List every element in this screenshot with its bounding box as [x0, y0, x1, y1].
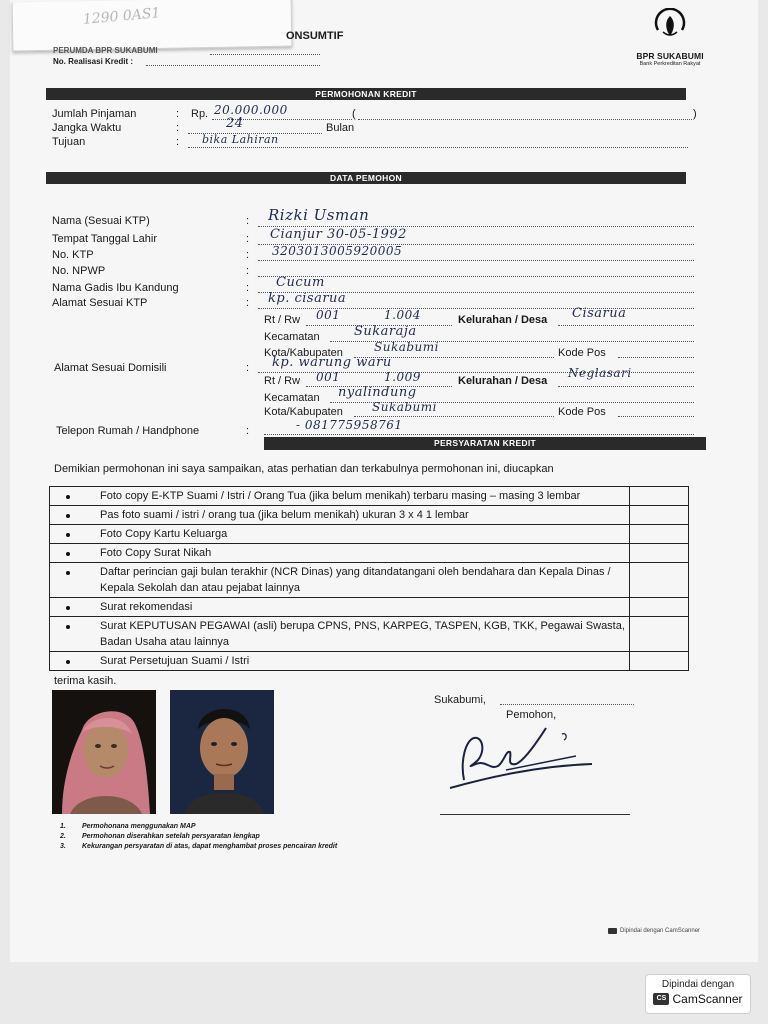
colon: :	[176, 108, 180, 120]
camscanner-brand: CamScanner	[672, 992, 743, 1006]
colon: :	[246, 233, 250, 245]
footnote-text: Permohonana menggunakan MAP	[82, 823, 196, 830]
footnote-number: 2.	[60, 833, 66, 840]
colon: :	[246, 215, 250, 227]
signature-date-dots	[500, 704, 634, 705]
rw-ktp-value: 1.004	[384, 308, 421, 322]
terbilang-dots	[358, 119, 692, 120]
signature-line	[440, 814, 630, 815]
requirement-text: Foto copy E-KTP Suami / Istri / Orang Tua (jika belum menikah) terbaru masing – masing 3 lembar	[86, 487, 630, 506]
requirement-checkbox[interactable]	[630, 544, 689, 563]
ibu-value: Cucum	[276, 275, 325, 290]
header-line2: No. Realisasi Kredit :	[53, 57, 134, 66]
npwp-label: No. NPWP	[52, 265, 106, 277]
kodepos-ktp-label: Kode Pos	[558, 347, 606, 359]
kec-dom-label: Kecamatan	[264, 392, 320, 404]
kota-dom-label: Kota/Kabupaten	[264, 406, 343, 418]
kec-dom-value: nyalindung	[338, 385, 417, 400]
jumlah-label: Jumlah Pinjaman	[52, 108, 137, 120]
kota-dom-dots	[354, 416, 554, 417]
spouse-photo	[52, 690, 156, 814]
kota-ktp-label: Kota/Kabupaten	[264, 347, 343, 359]
ktp-value: 3203013005920005	[272, 244, 403, 258]
rw-dom-value: 1.009	[384, 370, 421, 384]
document-page	[10, 0, 758, 962]
kota-dom-value: Sukabumi	[372, 400, 438, 414]
footnote-item	[60, 842, 337, 852]
alamat-ktp-value: kp. cisarua	[268, 291, 347, 306]
bullet-icon	[66, 571, 70, 575]
applicant-photo-image	[170, 690, 274, 814]
colon: :	[246, 282, 250, 294]
bullet-icon	[66, 625, 70, 629]
rt-ktp-value: 001	[316, 308, 341, 322]
colon: :	[176, 122, 180, 134]
requirement-text: Surat KEPUTUSAN PEGAWAI (asli) berupa CPNS, PNS, KARPEG, TASPEN, KGB, TKK, Pegawai Swasta, Badan Usaha atau lainnya	[86, 617, 630, 652]
jangka-value: 24	[226, 116, 244, 131]
header-line1-dots	[210, 54, 320, 55]
footnote-text: Kekurangan persyaratan di atas, dapat menghambat proses pencairan kredit	[82, 843, 338, 850]
camscanner-badge-bottom	[646, 992, 750, 1006]
footnote-number: 3.	[60, 843, 66, 850]
alamat-dom-value: kp. warung waru	[272, 355, 392, 370]
scanner-watermark-text: Dipindai dengan CamScanner	[620, 928, 701, 934]
tujuan-label: Tujuan	[52, 136, 86, 148]
kota-ktp-value: Sukabumi	[374, 340, 440, 354]
nama-value: Rizki Usman	[268, 206, 370, 224]
applicant-signature	[446, 720, 596, 794]
bullet-icon	[66, 606, 70, 610]
kodepos-dom-dots	[618, 416, 694, 417]
bullet-icon	[66, 660, 70, 664]
colon: :	[246, 362, 250, 374]
requirement-checkbox[interactable]	[630, 506, 689, 525]
ibu-label: Nama Gadis Ibu Kandung	[52, 282, 179, 294]
alamat-ktp-label: Alamat Sesuai KTP	[52, 297, 148, 309]
kel-dom-label: Kelurahan / Desa	[458, 375, 548, 387]
scanner-watermark-small	[608, 928, 700, 934]
alamat-dom-label: Alamat Sesuai Domisili	[54, 362, 167, 374]
colon: :	[246, 297, 250, 309]
footnote-item	[60, 832, 337, 842]
kec-ktp-value: Sukaraja	[354, 324, 417, 339]
bullet-icon	[66, 514, 70, 518]
requirement-bullet	[50, 544, 87, 563]
requirement-checkbox[interactable]	[630, 598, 689, 617]
section-bar-persyaratan: PERSYARATAN KREDIT	[264, 437, 706, 450]
requirement-bullet	[50, 525, 87, 544]
requirement-bullet	[50, 617, 87, 652]
logo-tagline: Bank Perkreditan Rakyat	[639, 61, 701, 67]
camscanner-badge	[645, 974, 751, 1014]
requirement-bullet	[50, 652, 87, 671]
footnote-number: 1.	[60, 823, 66, 830]
tujuan-value: bika Lahiran	[202, 133, 279, 146]
rt-dom-value: 001	[316, 370, 341, 384]
requirement-row	[50, 506, 689, 525]
signature-city: Sukabumi,	[434, 694, 486, 706]
requirement-row	[50, 617, 689, 652]
ktp-label: No. KTP	[52, 249, 94, 261]
requirement-row	[50, 598, 689, 617]
kel-ktp-value: Cisarua	[572, 306, 627, 321]
ttl-label: Tempat Tanggal Lahir	[52, 233, 157, 245]
requirement-row	[50, 544, 689, 563]
jumlah-prefix: Rp.	[191, 108, 209, 120]
form-title: ONSUMTIF	[286, 30, 344, 42]
colon: :	[246, 249, 250, 261]
requirement-checkbox[interactable]	[630, 617, 689, 652]
kodepos-dom-label: Kode Pos	[558, 406, 606, 418]
closing-text: terima kasih.	[54, 675, 117, 687]
kec-ktp-label: Kecamatan	[264, 331, 320, 343]
telp-label: Telepon Rumah / Handphone	[56, 425, 200, 437]
rtrw-dom-label: Rt / Rw	[264, 375, 301, 387]
ttl-value: Cianjur 30-05-1992	[270, 227, 407, 242]
requirement-checkbox[interactable]	[630, 563, 689, 598]
jumlah-value: 20.000.000	[214, 103, 288, 117]
kel-dom-value: Neglasari	[568, 366, 632, 380]
tujuan-dots	[188, 147, 688, 148]
telp-value: - 081775958761	[296, 418, 403, 432]
strip-scrawl: 1290 0AS1	[82, 5, 162, 28]
section-bar-data-pemohon: DATA PEMOHON	[46, 172, 686, 184]
requirement-text: Daftar perincian gaji bulan terakhir (NCR Dinas) yang ditandatangani oleh bendahara dan Kepala Dinas / Kepala Sekolah dan atau pejabat lainnya	[86, 563, 630, 598]
nama-label: Nama (Sesuai KTP)	[52, 215, 150, 227]
footnote-text: Permohonan diserahkan setelah persyaratan lengkap	[82, 833, 260, 840]
requirement-text: Surat Persetujuan Suami / Istri	[86, 652, 630, 671]
header-line1: PERUMDA BPR SUKABUMI	[53, 46, 158, 55]
requirement-checkbox[interactable]	[630, 652, 689, 671]
requirement-bullet	[50, 487, 87, 506]
logo-name: BPR SUKABUMI	[636, 51, 704, 61]
telp-dots	[264, 434, 694, 435]
spouse-photo-image	[52, 690, 156, 814]
kodepos-ktp-dots	[618, 357, 694, 358]
bullet-icon	[66, 495, 70, 499]
requirement-row	[50, 652, 689, 671]
requirement-checkbox[interactable]	[630, 525, 689, 544]
jangka-unit: Bulan	[326, 122, 355, 134]
footnote-item	[60, 822, 337, 832]
requirement-text: Foto Copy Kartu Keluarga	[86, 525, 630, 544]
footnotes	[60, 822, 337, 852]
kel-dom-dots	[558, 386, 694, 387]
paren-close: )	[693, 108, 697, 120]
requirement-bullet	[50, 598, 87, 617]
requirement-checkbox[interactable]	[630, 487, 689, 506]
requirement-row	[50, 525, 689, 544]
kel-ktp-label: Kelurahan / Desa	[458, 314, 548, 326]
bullet-icon	[66, 552, 70, 556]
camscanner-logo-icon: CS	[653, 993, 669, 1005]
colon: :	[246, 265, 250, 277]
signature-role: Pemohon,	[506, 709, 557, 721]
bpr-logo	[630, 8, 710, 67]
paper-strip-overlay	[12, 0, 293, 51]
requirement-text: Surat rekomendasi	[86, 598, 630, 617]
requirement-bullet	[50, 563, 87, 598]
jangka-label: Jangka Waktu	[52, 122, 122, 134]
rtrw-ktp-label: Rt / Rw	[264, 314, 301, 326]
requirements-table	[49, 486, 689, 671]
requirement-row	[50, 563, 689, 598]
ktp-dots	[258, 260, 694, 261]
kel-ktp-dots	[558, 325, 694, 326]
requirement-text: Foto Copy Surat Nikah	[86, 544, 630, 563]
colon: :	[176, 136, 180, 148]
section-bar-permohonan: PERMOHONAN KREDIT	[46, 88, 686, 100]
colon: :	[246, 425, 250, 437]
persyaratan-intro: Demikian permohonan ini saya sampaikan, atas perhatian dan terkabulnya permohonan ini, diucapkan	[54, 463, 554, 475]
applicant-photo	[170, 690, 274, 814]
requirement-text: Pas foto suami / istri / orang tua (jika belum menikah) ukuran 3 x 4 1 lembar	[86, 506, 630, 525]
requirement-row	[50, 487, 689, 506]
bullet-icon	[66, 533, 70, 537]
camscanner-badge-top: Dipindai dengan	[661, 979, 735, 990]
camscanner-mini-icon	[608, 928, 617, 934]
bpr-logo-icon	[650, 8, 690, 42]
requirement-bullet	[50, 506, 87, 525]
paren-open: (	[352, 108, 356, 120]
header-line2-dots	[146, 65, 320, 66]
